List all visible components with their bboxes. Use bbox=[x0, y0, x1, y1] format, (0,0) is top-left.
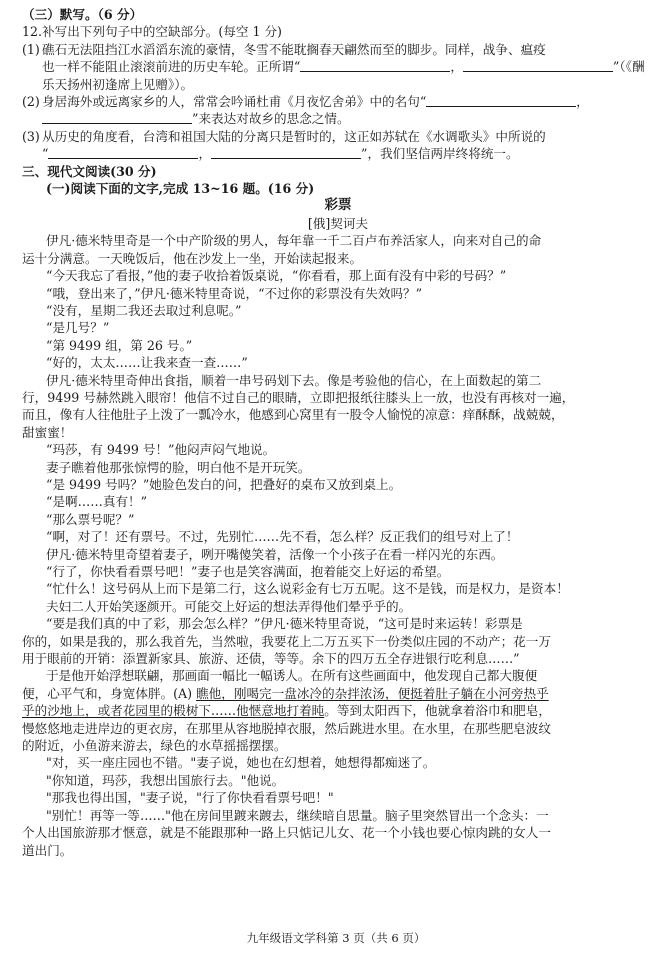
item-text: 礁石无法阻挡江水滔滔东流的豪情，冬雪不能耽搁春天翩然而至的脚步。同样，战争、瘟疫 bbox=[42, 41, 546, 57]
story-line: 而且，像有人往他肚子上泼了一瓢冷水，他感到心窝里有一股令人愉悦的凉意：痒酥酥，战兢兢， bbox=[22, 407, 564, 423]
story-line: “行了，你快看看票号吧！”妻子也是笑容满面，抱着能交上好运的希望。 bbox=[46, 564, 450, 579]
answer-blank[interactable] bbox=[211, 146, 361, 159]
story-line: 伊凡·德米特里奇望着妻子，咧开嘴傻笑着，活像一个小孩子在看一样闪光的东西。 bbox=[46, 546, 504, 562]
story-line: 伊凡·德米特里奇是一个中产阶级的男人，每年靠一千二百卢布养活家人，向来对自己的命 bbox=[46, 233, 542, 249]
answer-blank[interactable] bbox=[48, 146, 198, 159]
story-line: "你知道，玛莎，我想出国旅行去。"他说。 bbox=[46, 772, 285, 788]
story-line: “忙什么！这号码从上而下是第二行，这么说彩金有七万五呢。这不是钱，而是权力，是资本！ bbox=[46, 581, 569, 597]
story-line: 个人出国旅游那才惬意，就是不能跟那种一路上只惦记儿女、花一个小钱也要心惊肉跳的女人一 bbox=[22, 825, 551, 841]
article-title: 彩票 bbox=[324, 197, 352, 214]
story-line: 伊凡·德米特里奇伸出食指，顺着一串号码划下去。像是考验他的信心，在上面数起的第二 bbox=[46, 372, 542, 388]
story-line: "对，买一座庄园也不错。"妻子说，她也在幻想着，她想得都痴迷了。 bbox=[46, 755, 436, 771]
page-footer: 九年级语文学科第 3 页（共 6 页） bbox=[246, 931, 426, 945]
story-line: “好的，太太……让我来查一查……” bbox=[46, 355, 248, 371]
story-line: “是 9499 号吗？”她脸色发白的问，把叠好的桌布又放到桌上。 bbox=[46, 476, 402, 492]
item-text: 乐天扬州初逢席上见赠》）。 bbox=[42, 76, 194, 92]
story-line: 慢悠悠地走进岸边的更衣房，在那里从容地脱掉衣服，然后跳进水里。在水里，在那些肥皂波纹 bbox=[22, 720, 551, 736]
underlined-sentence-a: 乎的沙地上，或者花园里的椴树下……他惬意地打着盹 bbox=[22, 703, 325, 719]
answer-blank[interactable] bbox=[426, 94, 576, 107]
answer-blank[interactable] bbox=[42, 111, 192, 124]
story-line: “是啊……真有！” bbox=[46, 494, 148, 510]
item-number: (2) bbox=[22, 94, 40, 110]
story-text-part-2 bbox=[22, 754, 654, 858]
story-line: 你的，如果是我的，那么我首先，当然啦，我要花上二万五买下一份类似庄园的不动产；花一万 bbox=[22, 633, 551, 649]
answer-blank[interactable] bbox=[463, 59, 613, 72]
story-line: 于是他开始浮想联翩，那画面一幅比一幅诱人。在所有这些画面中，他发现自己都大腹便 bbox=[46, 668, 538, 684]
sub-section-heading: (一)阅读下面的文字,完成 13~16 题。(16 分) bbox=[46, 181, 315, 197]
story-line: “是几号？” bbox=[46, 320, 110, 336]
story-line: 道出门。 bbox=[22, 842, 73, 858]
story-line: 妻子瞧着他那张惊愕的脸，明白他不是开玩笑。 bbox=[46, 459, 311, 475]
story-line: “没有，星期二我还去取过利息呢。” bbox=[46, 302, 242, 318]
story-line: 用于眼前的开销：添置新家具、旅游、还债，等等。余下的四万五全存进银行吃利息……” bbox=[22, 651, 520, 667]
question-12-prompt: 12.补写出下列句子中的空缺部分。(每空 1 分) bbox=[22, 24, 282, 40]
story-line: “玛莎，有 9499 号！”他闷声闷气地说。 bbox=[46, 442, 276, 458]
exam-page bbox=[22, 6, 654, 859]
item-text-blanks: “ ， ”，我们坚信两岸终将统一。 bbox=[42, 146, 519, 162]
story-line: 夫妇二人开始笑逐颜开。可能交上好运的想法弄得他们晕乎乎的。 bbox=[46, 598, 412, 614]
story-line: “啊，对了！还有票号。不过，先别忙……先不看，怎么样？反正我们的组号对上了！ bbox=[46, 529, 519, 545]
item-text-blanks: 也一样不能阻止滚滚前进的历史车轮。正所谓“ ， ”（《酬 bbox=[42, 59, 645, 75]
story-line: "那我也得出国，"妻子说，"行了你快看看票号吧！" bbox=[46, 790, 334, 806]
section-heading-modern-reading: 三、现代文阅读(30 分) bbox=[22, 163, 157, 179]
story-line: “那么票号呢？” bbox=[46, 511, 135, 527]
paragraph-with-underline-a bbox=[22, 667, 654, 754]
story-text-part-1 bbox=[22, 232, 654, 667]
story-line: “要是我们真的中了彩，那会怎么样？”伊凡·德米特里奇说，“这可是时来运转！彩票是 bbox=[46, 616, 523, 632]
question-12-item-1 bbox=[22, 41, 654, 93]
story-line: 的附近，小鱼游来游去，绿色的水草摇摇摆摆。 bbox=[22, 738, 287, 754]
item-text-blanks: 身居海外或远离家乡的人，常常会吟诵杜甫《月夜忆舍弟》中的名句“ ， bbox=[42, 94, 589, 110]
section-heading-dictation: （三）默写。（6 分） bbox=[22, 7, 143, 22]
question-12-item-2 bbox=[22, 93, 654, 128]
story-line: "别忙！再等一等……"他在房间里踱来踱去，继续暗自思量。脑子里突然冒出一个念头：一 bbox=[46, 807, 549, 823]
question-12-item-3 bbox=[22, 128, 654, 163]
story-line: “第 9499 组，第 26 号。” bbox=[46, 337, 193, 353]
item-text: 从历史的角度看，台湾和祖国大陆的分离只是暂时的，这正如苏轼在《水调歌头》中所说的 bbox=[42, 128, 546, 144]
story-line: 甜蜜蜜！ bbox=[22, 424, 73, 440]
story-line: “今天我忘了看报，”他的妻子收拾着饭桌说，“你看看，那上面有没有中彩的号码？” bbox=[46, 268, 507, 284]
article-author: [俄]契诃夫 bbox=[307, 215, 369, 231]
item-text-blanks: ”来表达对故乡的思念之情。 bbox=[42, 110, 654, 127]
story-line: 行，9499 号赫然跳入眼帘！他信不过自己的眼睛，立即把报纸往膝头上一放，也没有再核对一遍， bbox=[22, 389, 575, 405]
item-number: (3) bbox=[22, 128, 40, 144]
story-line: 乎的沙地上，或者花园里的椴树下……他惬意地打着盹。等到太阳西下，他就拿着浴巾和肥皂， bbox=[22, 703, 551, 719]
item-number: (1) bbox=[22, 41, 40, 57]
answer-blank[interactable] bbox=[300, 59, 450, 72]
story-line: 便，心平气和，身宽体胖。(A) 瞧他，刚喝完一盘冰冷的杂拌浓汤，便挺着肚子躺在小河旁热乎 bbox=[22, 685, 549, 701]
story-line: “哦，登出来了，”伊凡·德米特里奇说，“不过你的彩票没有失效吗？” bbox=[46, 285, 423, 301]
underlined-sentence-a: 瞧他，刚喝完一盘冰冷的杂拌浓汤，便挺着肚子躺在小河旁热乎 bbox=[196, 685, 549, 701]
story-line: 运十分满意。一天晚饭后，他在沙发上一坐，开始读起报来。 bbox=[22, 250, 363, 266]
